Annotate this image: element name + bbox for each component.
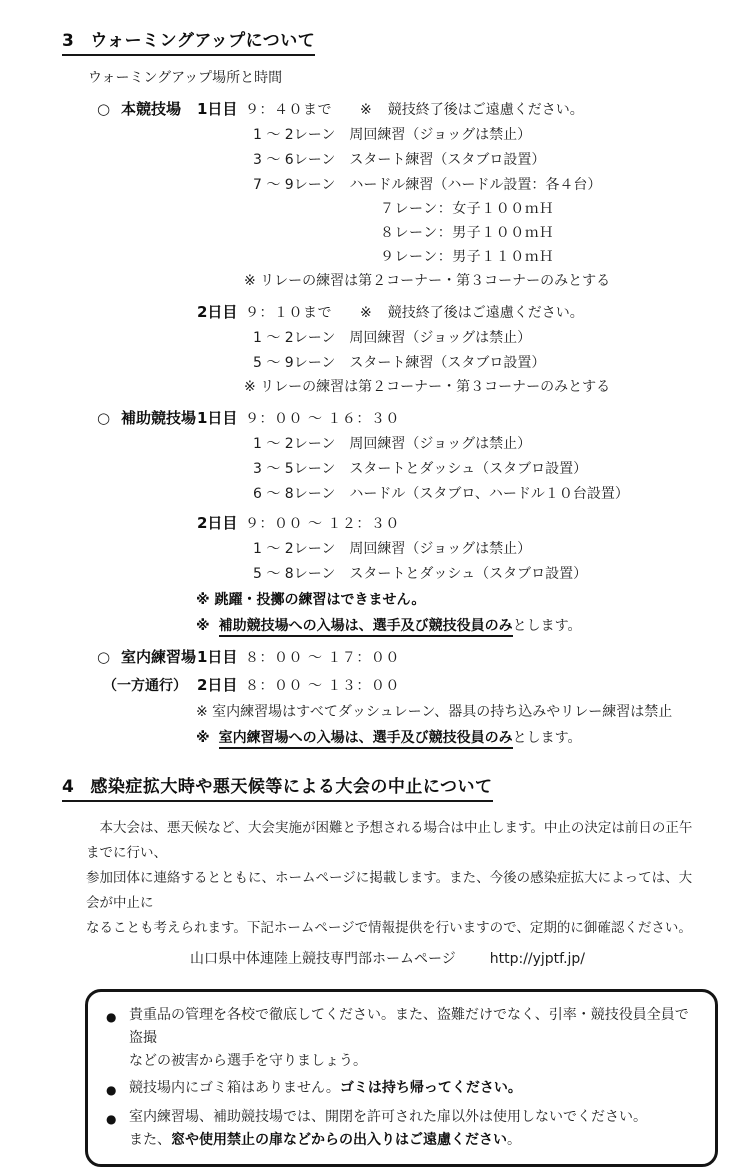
lane-rule: 5 ～ 9レーン スタート練習（スタブロ設置） — [253, 355, 546, 371]
bullet-icon: ● — [106, 1010, 117, 1024]
notice-line: などの被害から選手を守りましょう。 — [129, 1053, 367, 1069]
bullet-icon: ● — [106, 1112, 117, 1126]
section-4-number: 4 — [62, 777, 75, 797]
day2-time: ８：００ ～ １３：００ — [245, 678, 400, 694]
circle-marker-icon: ○ — [97, 648, 111, 666]
lane-detail: ９レーン：男子１１０ｍＨ — [380, 249, 554, 265]
notice-doors — [106, 1106, 701, 1152]
day1-time: ９：４０まで — [245, 102, 332, 118]
bullet-icon: ● — [106, 1083, 117, 1097]
notice-trash — [106, 1077, 701, 1102]
indoor-venue-day2-row — [97, 676, 750, 696]
day2-time: ９：００ ～ １２：３０ — [245, 516, 400, 532]
section-cancellation — [0, 778, 750, 969]
notice-line: 室内練習場、補助競技場では、開閉を許可された扉以外は使用しないでください。 — [129, 1109, 647, 1125]
homepage-line — [190, 950, 750, 969]
notice-trash-pre: 競技場内にゴミ箱はありません。 — [129, 1080, 340, 1096]
indoor-venue-block — [0, 648, 750, 748]
notice-box — [85, 989, 718, 1167]
main-venue-name: 本競技場 — [121, 100, 182, 118]
cancellation-paragraph — [86, 816, 695, 941]
aux-venue-block — [0, 409, 750, 636]
day2-label: 2日目 — [197, 514, 238, 532]
indoor-venue-name: 室内練習場 — [121, 648, 197, 666]
aux-venue-name: 補助競技場 — [121, 409, 197, 427]
indoor-venue-entry-note-emphasis: 室内練習場への入場は、選手及び競技役員のみ — [219, 730, 513, 749]
section-4-heading-underline — [62, 778, 493, 802]
section-3-heading — [62, 32, 750, 56]
notice-doors-tail: 。 — [507, 1132, 521, 1148]
indoor-venue-day1-row — [97, 648, 750, 668]
day1-label: 1日目 — [197, 648, 238, 666]
aux-venue-restriction-note: ※ 跳躍・投擲の練習はできません。 — [196, 592, 426, 608]
notice-doors-emphasis: 窓や使用禁止の扉などからの出入りはご遠慮ください — [171, 1132, 507, 1148]
lane-rule: 3 ～ 6レーン スタート練習（スタブロ設置） — [253, 152, 546, 168]
reference-mark-icon: ※ — [196, 730, 210, 746]
day1-label: 1日目 — [197, 409, 238, 427]
section-3-title: ウォーミングアップについて — [90, 31, 316, 51]
aux-venue-entry-note-emphasis: 補助競技場への入場は、選手及び競技役員のみ — [219, 618, 513, 637]
day1-note: 競技終了後はご遠慮ください。 — [387, 102, 584, 118]
indoor-venue-one-way-label: （一方通行） — [103, 678, 187, 694]
day2-time: ９：１０まで — [245, 305, 332, 321]
reference-mark-icon: ※ — [360, 305, 372, 321]
relay-note: ※ リレーの練習は第２コーナー・第３コーナーのみとする — [244, 273, 611, 289]
aux-venue-day2-row — [97, 514, 750, 534]
lane-detail: ７レーン：女子１００ｍＨ — [380, 201, 554, 217]
section-4-title: 感染症拡大時や悪天候等による大会の中止について — [90, 777, 493, 797]
main-venue-day1-row — [97, 100, 750, 120]
section-3-heading-underline — [62, 32, 315, 56]
paragraph-line: 本大会は、悪天候など、大会実施が困難と予想される場合は中止します。中止の決定は前日の正午までに行い、 — [86, 820, 693, 861]
lane-rule: 1 ～ 2レーン 周回練習（ジョッグは禁止） — [253, 330, 532, 346]
notice-trash-emphasis: ゴミは持ち帰ってください。 — [339, 1080, 522, 1096]
day2-note: 競技終了後はご遠慮ください。 — [387, 305, 584, 321]
reference-mark-icon: ※ — [196, 618, 210, 634]
aux-venue-entry-note-tail: とします。 — [512, 618, 582, 634]
indoor-venue-entry-note — [196, 729, 750, 748]
day2-label: 2日目 — [197, 676, 238, 694]
lane-rule: 5 ～ 8レーン スタートとダッシュ（スタブロ設置） — [253, 566, 588, 582]
lane-detail: ８レーン：男子１００ｍＨ — [380, 225, 554, 241]
circle-marker-icon: ○ — [97, 100, 111, 118]
aux-venue-day1-row — [97, 409, 750, 429]
lane-rule: 3 ～ 5レーン スタートとダッシュ（スタブロ設置） — [253, 461, 588, 477]
notice-doors-pre: また、 — [129, 1132, 171, 1148]
day1-time: ８：００ ～ １７：００ — [245, 650, 400, 666]
day1-time: ９：００ ～ １６：３０ — [245, 411, 400, 427]
lane-rule: 6 ～ 8レーン ハードル（スタブロ、ハードル１０台設置） — [253, 486, 629, 502]
notice-doors-text — [129, 1106, 701, 1152]
main-venue-block — [0, 100, 750, 397]
aux-venue-entry-note — [196, 617, 750, 636]
relay-note: ※ リレーの練習は第２コーナー・第３コーナーのみとする — [244, 379, 611, 395]
homepage-label: 山口県中体連陸上競技専門部ホームページ — [190, 951, 456, 967]
paragraph-line: 参加団体に連絡するとともに、ホームページに掲載します。また、今後の感染症拡大によっては、大会が中止に — [86, 870, 693, 911]
section-3-number: 3 — [62, 31, 75, 51]
warmup-intro-line: ウォーミングアップ場所と時間 — [88, 70, 283, 86]
day2-label: 2日目 — [197, 303, 238, 321]
lane-rule: 1 ～ 2レーン 周回練習（ジョッグは禁止） — [253, 436, 532, 452]
homepage-url-link[interactable]: http://yjptf.jp/ — [489, 951, 586, 967]
lane-rule: 7 ～ 9レーン ハードル練習（ハードル設置：各４台） — [253, 177, 602, 193]
notice-valuables — [106, 1004, 701, 1073]
notice-line — [129, 1129, 701, 1152]
day1-label: 1日目 — [197, 100, 238, 118]
reference-mark-icon: ※ — [360, 102, 372, 118]
lane-rule: 1 ～ 2レーン 周回練習（ジョッグは禁止） — [253, 127, 532, 143]
circle-marker-icon: ○ — [97, 409, 111, 427]
notice-line: 貴重品の管理を各校で徹底してください。また、盗難だけでなく、引率・競技役員全員で盗撮 — [129, 1007, 689, 1046]
section-4-heading — [62, 778, 750, 802]
indoor-venue-rule-note: ※ 室内練習場はすべてダッシュレーン、器具の持ち込みやリレー練習は禁止 — [196, 704, 673, 720]
notice-trash-text — [129, 1077, 701, 1102]
lane-rule: 1 ～ 2レーン 周回練習（ジョッグは禁止） — [253, 541, 532, 557]
main-venue-day2-row — [97, 303, 750, 323]
paragraph-line: なることも考えられます。下記ホームページで情報提供を行いますので、定期的に御確認ください。 — [86, 920, 692, 936]
notice-valuables-text — [129, 1004, 701, 1073]
indoor-venue-entry-note-tail: とします。 — [512, 730, 582, 746]
